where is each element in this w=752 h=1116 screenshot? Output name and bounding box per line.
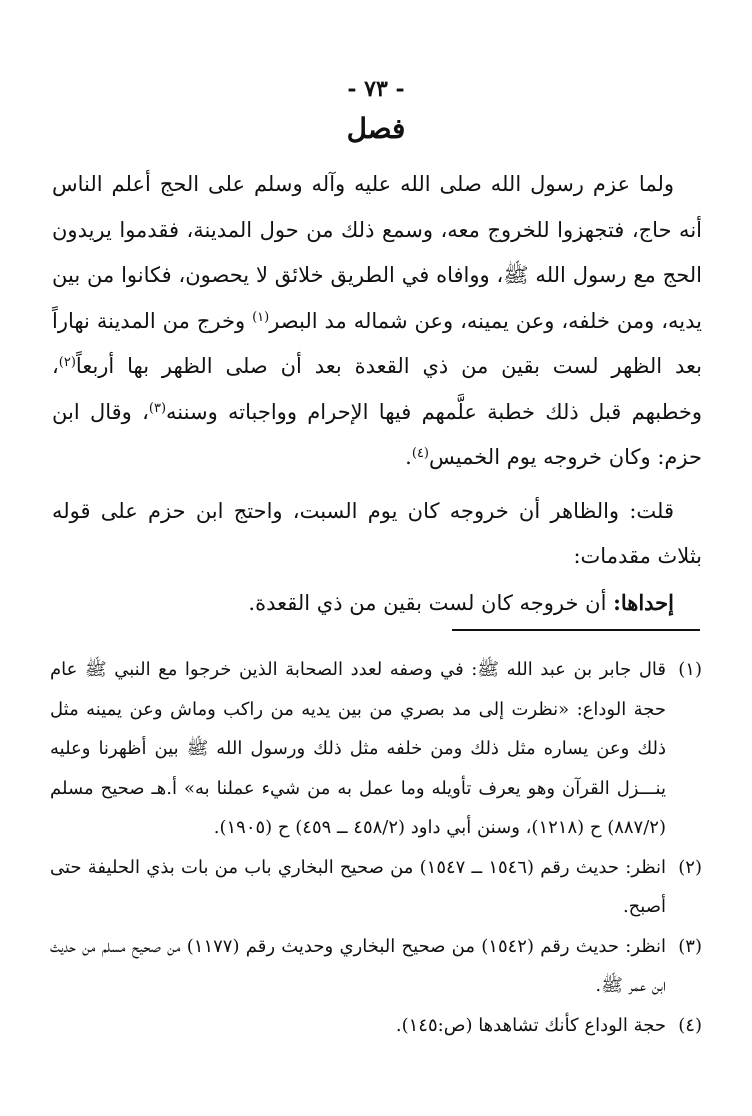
footnote-separator xyxy=(452,629,700,631)
footnote-text: انظر: حديث رقم (١٥٤٢) من صحيح البخاري وحديث رقم (١١٧٧) من صحيح مسلم من حديث ابن عمر ﷺ. xyxy=(50,935,667,996)
footnote-1 xyxy=(50,650,702,848)
paragraph-1-part-5: . xyxy=(405,445,412,469)
footnote-text: قال جابر بن عبد الله ﷺ: في وصفه لعدد الصحابة الذين خرجوا مع النبي ﷺ عام حجة الوداع: «نظرت إلى مد بصري من بين يديه من راكب وماش وعن يمينه مثل ذلك وعن يساره مثل ذلك ومن خلفه مثل ذلك ورسول الله ﷺ بين أظهرنا وعليه ينـــزل القرآن وهو يعرف تأويله وما عمل به من شيء عملنا به» أ.هـ صحيح مسلم (٨٨٧/٢) ح (١٢١٨)، وسنن أبي داود (٤٥٨/٢ ــ ٤٥٩) ح (١٩٠٥). xyxy=(50,659,666,838)
footnote-number: (٤) xyxy=(678,1014,702,1036)
paragraph-3 xyxy=(52,580,702,627)
paragraph-3-label: إحداها: xyxy=(613,589,674,615)
paragraph-1-part-2: وخرج من المدينة نهاراً بعد الظهر لست بقين من ذي القعدة بعد أن صلى الظهر بها أربعاً xyxy=(52,308,702,378)
footnote-4 xyxy=(50,1006,702,1046)
footnote-number: (١) xyxy=(678,659,702,680)
footnote-number: (٣) xyxy=(678,935,702,957)
footnote-text: انظر: حديث رقم (١٥٤٦ ــ ١٥٤٧) من صحيح البخاري باب من بات بذي الحليفة حتى أصبح. xyxy=(50,856,666,917)
paragraph-1-part-1: ولما عزم رسول الله صلى الله عليه وآله وسلم على الحج أعلم الناس أنه حاج، فتجهزوا للخروج معه، وسمع ذلك من حول المدينة، فقدموا يريدون الحج مع رسول الله ﷺ، ووافاه في الطريق خلائق لا يحصون، فكانوا من بين يديه، ومن خلفه، وعن يمينه، وعن شماله مد البصر xyxy=(52,172,703,333)
footnote-number: (٢) xyxy=(678,856,702,878)
footnote-ref-4[interactable]: (٤) xyxy=(411,446,429,461)
footnote-ref-1[interactable]: (١) xyxy=(252,309,270,325)
section-heading: فصل xyxy=(346,112,406,145)
paragraph-2: قلت: والظاهر أن خروجه كان يوم السبت، واحتج ابن حزم على قوله بثلاث مقدمات: xyxy=(52,498,702,568)
paragraph-1-part-3: ، وخطبهم قبل ذلك خطبة علَّمهم فيها الإحرام وواجباته وسننه xyxy=(52,354,702,424)
paragraph-1-part-4: ، وقال ابن حزم: وكان خروجه يوم الخميس xyxy=(52,399,702,469)
footnote-ref-2[interactable]: (٢) xyxy=(58,355,76,370)
footnotes xyxy=(50,650,702,1045)
page-number: - ٧٣ - xyxy=(347,76,405,102)
footnote-text: حجة الوداع كأنك تشاهدها (ص:١٤٥). xyxy=(395,1014,666,1036)
footnote-ref-3[interactable]: (٣) xyxy=(148,400,167,416)
main-text xyxy=(52,162,702,626)
paragraph-1 xyxy=(52,162,702,481)
paragraph-3-text: أن خروجه كان لست بقين من ذي القعدة. xyxy=(248,590,614,615)
footnote-2 xyxy=(50,848,702,927)
footnote-3 xyxy=(50,927,702,1006)
